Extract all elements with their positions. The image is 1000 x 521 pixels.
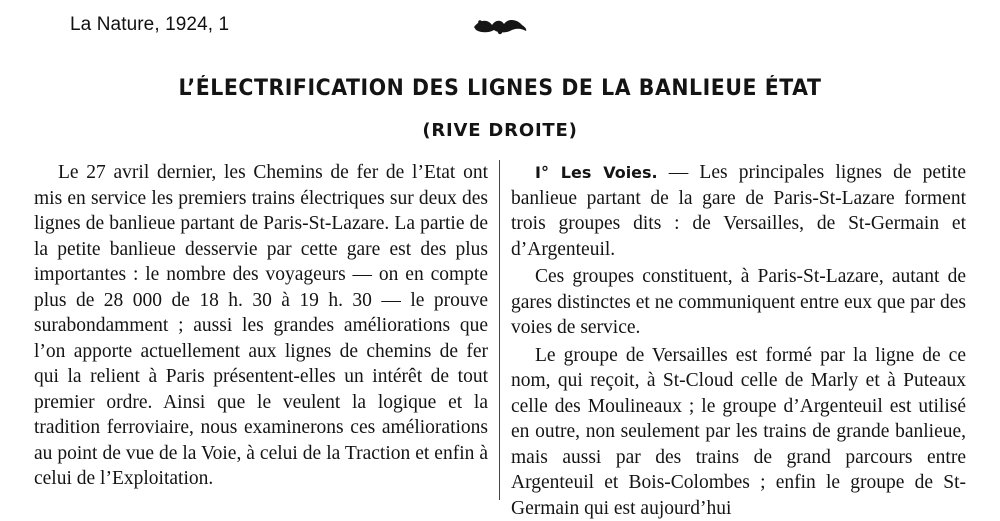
source-citation: La Nature, 1924, 1 <box>70 14 229 36</box>
right-column <box>511 160 966 521</box>
article-subtitle: (RIVE DROITE) <box>0 120 1000 141</box>
body-paragraph-3: Le groupe de Versailles est formé par la ligne de ce nom, qui reçoit, à St-Cloud celle de Marly et à Puteaux celle des Moulineaux ; le groupe d’Argenteuil est utilisé en outre, non seulement par les trains de grande banlieue, mais aussi par des trains de grand parcours entre Argenteuil et Bois-Colombes ; enfin le groupe de St-Germain qui est aujourd’hui <box>511 343 966 521</box>
left-column <box>34 160 488 492</box>
intro-paragraph: Le 27 avril dernier, les Chemins de fer de l’Etat ont mis en service les premiers trains électriques sur deux des lignes de banlieue partant de Paris-St-Lazare. La partie de la petite banlieue desservie par cette gare est des plus importantes : le nombre des voyageurs — on en compte plus de 28 000 de 18 h. 30 à 19 h. 30 — le prouve surabondamment ; aussi les grandes améliorations que l’on apporte actuellement aux lignes de chemins de fer qui la relient à Paris présentent-elles un intérêt de tout premier ordre. Ainsi que le veulent la logique et la tradition ferroviaire, nous examinerons ces améliorations au point de vue de la Voie, à celui de la Traction et enfin à celui de l’Exploitation. <box>34 160 488 492</box>
column-divider <box>499 160 500 500</box>
section-heading: I° Les Voies. <box>535 163 658 182</box>
article-title: L’ÉLECTRIFICATION DES LIGNES DE LA BANLIEUE ÉTAT <box>35 76 965 101</box>
body-paragraph-2: Ces groupes constituent, à Paris-St-Lazare, autant de gares distinctes et ne communiquent entre eux que par des voies de service. <box>511 264 966 341</box>
section-paragraph <box>511 160 966 262</box>
section-text: — Les principales lignes de petite banlieue partant de la gare de Paris-St-Lazare forment trois groupes dits : de Versailles, de St-Germain et d’Argenteuil. <box>511 162 966 260</box>
fleuron-icon <box>470 14 530 36</box>
